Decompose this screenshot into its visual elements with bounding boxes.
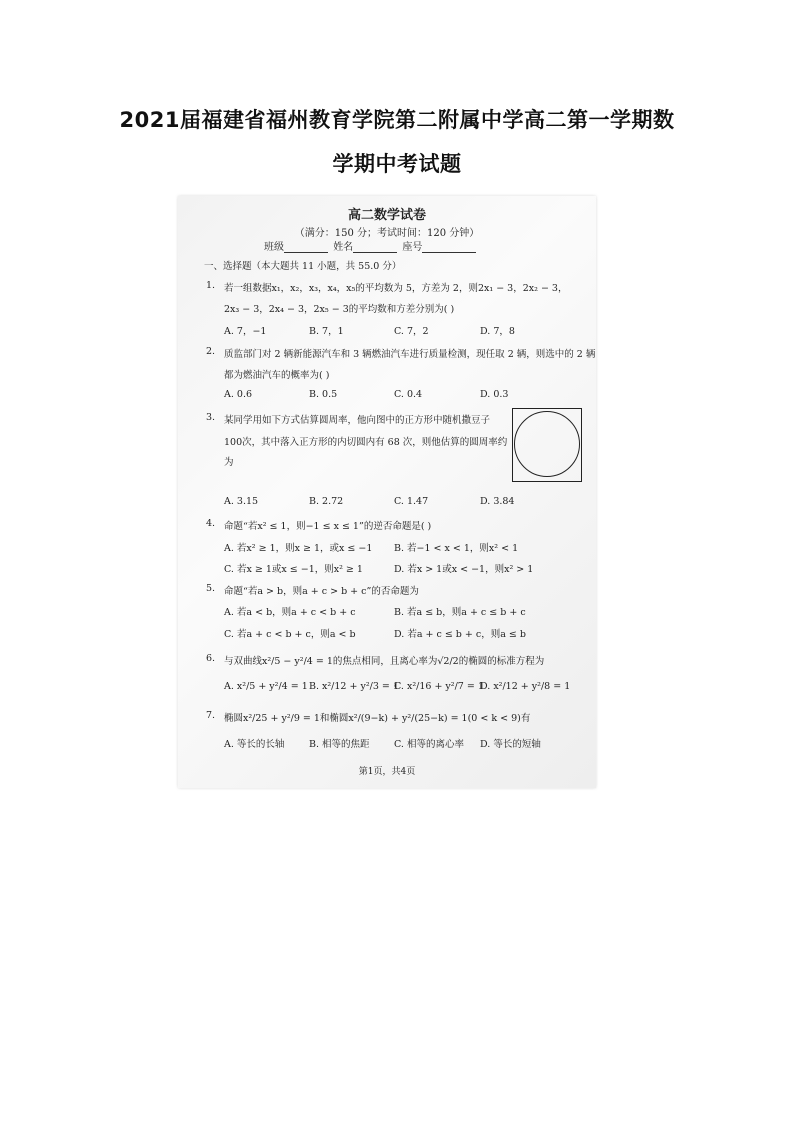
option-d: D. 若a + c ≤ b + c，则a ≤ b <box>394 629 526 640</box>
option-d: D. 3.84 <box>480 496 515 507</box>
question-number: 2. <box>206 346 216 357</box>
question-text: 为 <box>224 457 234 468</box>
option-c: C. 若a + c < b + c，则a < b <box>224 629 356 640</box>
section-heading: 一、选择题（本大题共 11 小题，共 55.0 分） <box>204 261 402 272</box>
question-text: 质监部门对 2 辆新能源汽车和 3 辆燃油汽车进行质量检测，现任取 2 辆，则选中的 2 辆 <box>224 349 596 360</box>
option-a: A. 7，−1 <box>224 326 267 337</box>
name-blank <box>353 242 397 253</box>
seat-blank <box>422 242 476 253</box>
option-b: B. 若−1 < x < 1，则x² < 1 <box>394 543 519 554</box>
question-text: 100次，其中落入正方形的内切圆内有 68 次，则他估算的圆周率约 <box>224 437 508 448</box>
option-d: D. 0.3 <box>480 389 509 400</box>
option-b: B. 相等的焦距 <box>309 739 370 750</box>
question-number: 3. <box>206 412 216 423</box>
option-c: C. 若x ≥ 1或x ≤ −1，则x² ≥ 1 <box>224 564 363 575</box>
option-c: C. x²/16 + y²/7 = 1 <box>394 681 484 692</box>
exam-title: 高二数学试卷 <box>347 208 426 223</box>
option-c: C. 0.4 <box>394 389 423 400</box>
question-number: 7. <box>206 710 216 721</box>
option-a: A. 3.15 <box>224 496 259 507</box>
page-footer: 第1页，共4页 <box>358 767 416 777</box>
option-b: B. 2.72 <box>309 496 344 507</box>
question-text: 2x₃ − 3，2x₄ − 3，2x₅ − 3的平均数和方差分别为( ) <box>224 304 455 315</box>
question-text: 命题“若x² ≤ 1，则−1 ≤ x ≤ 1”的逆否命题是( ) <box>224 521 432 532</box>
option-d: D. 7，8 <box>480 326 515 337</box>
class-blank <box>284 242 328 253</box>
question-number: 1. <box>206 280 216 291</box>
option-d: D. 等长的短轴 <box>480 739 541 750</box>
option-d: D. 若x > 1或x < −1，则x² > 1 <box>394 564 534 575</box>
question-number: 5. <box>206 583 216 594</box>
option-c: C. 7，2 <box>394 326 429 337</box>
option-c: C. 1.47 <box>394 496 429 507</box>
option-b: B. x²/12 + y²/3 = 1 <box>309 681 399 692</box>
question-number: 4. <box>206 518 216 529</box>
inscribed-circle <box>514 411 580 477</box>
question-text: 都为燃油汽车的概率为( ) <box>224 370 330 381</box>
option-b: B. 0.5 <box>309 389 338 400</box>
document-title-line-2: 学期中考试题 <box>332 152 462 176</box>
question-text: 若一组数据x₁，x₂，x₃，x₄，x₅的平均数为 5，方差为 2，则2x₁ − 3，2x₂ − 3， <box>224 283 568 294</box>
question-number: 6. <box>206 653 216 664</box>
question-text: 命题“若a > b，则a + c > b + c”的否命题为 <box>224 586 419 597</box>
option-a: A. 0.6 <box>224 389 253 400</box>
scanned-exam-page <box>178 196 596 788</box>
exam-subtitle: （满分：150 分；考试时间：120 分钟） <box>294 228 480 239</box>
seat-label: 座号 <box>402 242 423 253</box>
option-b: B. 若a ≤ b，则a + c ≤ b + c <box>394 607 526 618</box>
question-text: 与双曲线x²/5 − y²/4 = 1的焦点相同，且离心率为√2/2的椭圆的标准方程为 <box>224 656 545 667</box>
question-text: 椭圆x²/25 + y²/9 = 1和椭圆x²/(9−k) + y²/(25−k) = 1(0 < k < 9)有 <box>224 713 531 724</box>
class-label: 班级 <box>264 242 284 253</box>
square-with-inscribed-circle-figure <box>512 408 582 482</box>
option-a: A. x²/5 + y²/4 = 1 <box>224 681 308 692</box>
student-info-line <box>264 238 478 253</box>
name-label: 姓名 <box>333 242 354 253</box>
option-a: A. 若a < b，则a + c < b + c <box>224 607 356 618</box>
question-text: 某同学用如下方式估算圆周率，他向图中的正方形中随机撒豆子 <box>224 415 491 426</box>
document-title-line-1: 2021届福建省福州教育学院第二附属中学高二第一学期数 <box>119 108 675 132</box>
option-c: C. 相等的离心率 <box>394 739 464 750</box>
option-b: B. 7，1 <box>309 326 344 337</box>
option-d: D. x²/12 + y²/8 = 1 <box>480 681 571 692</box>
option-a: A. 等长的长轴 <box>224 739 285 750</box>
option-a: A. 若x² ≥ 1，则x ≥ 1，或x ≤ −1 <box>224 543 373 554</box>
